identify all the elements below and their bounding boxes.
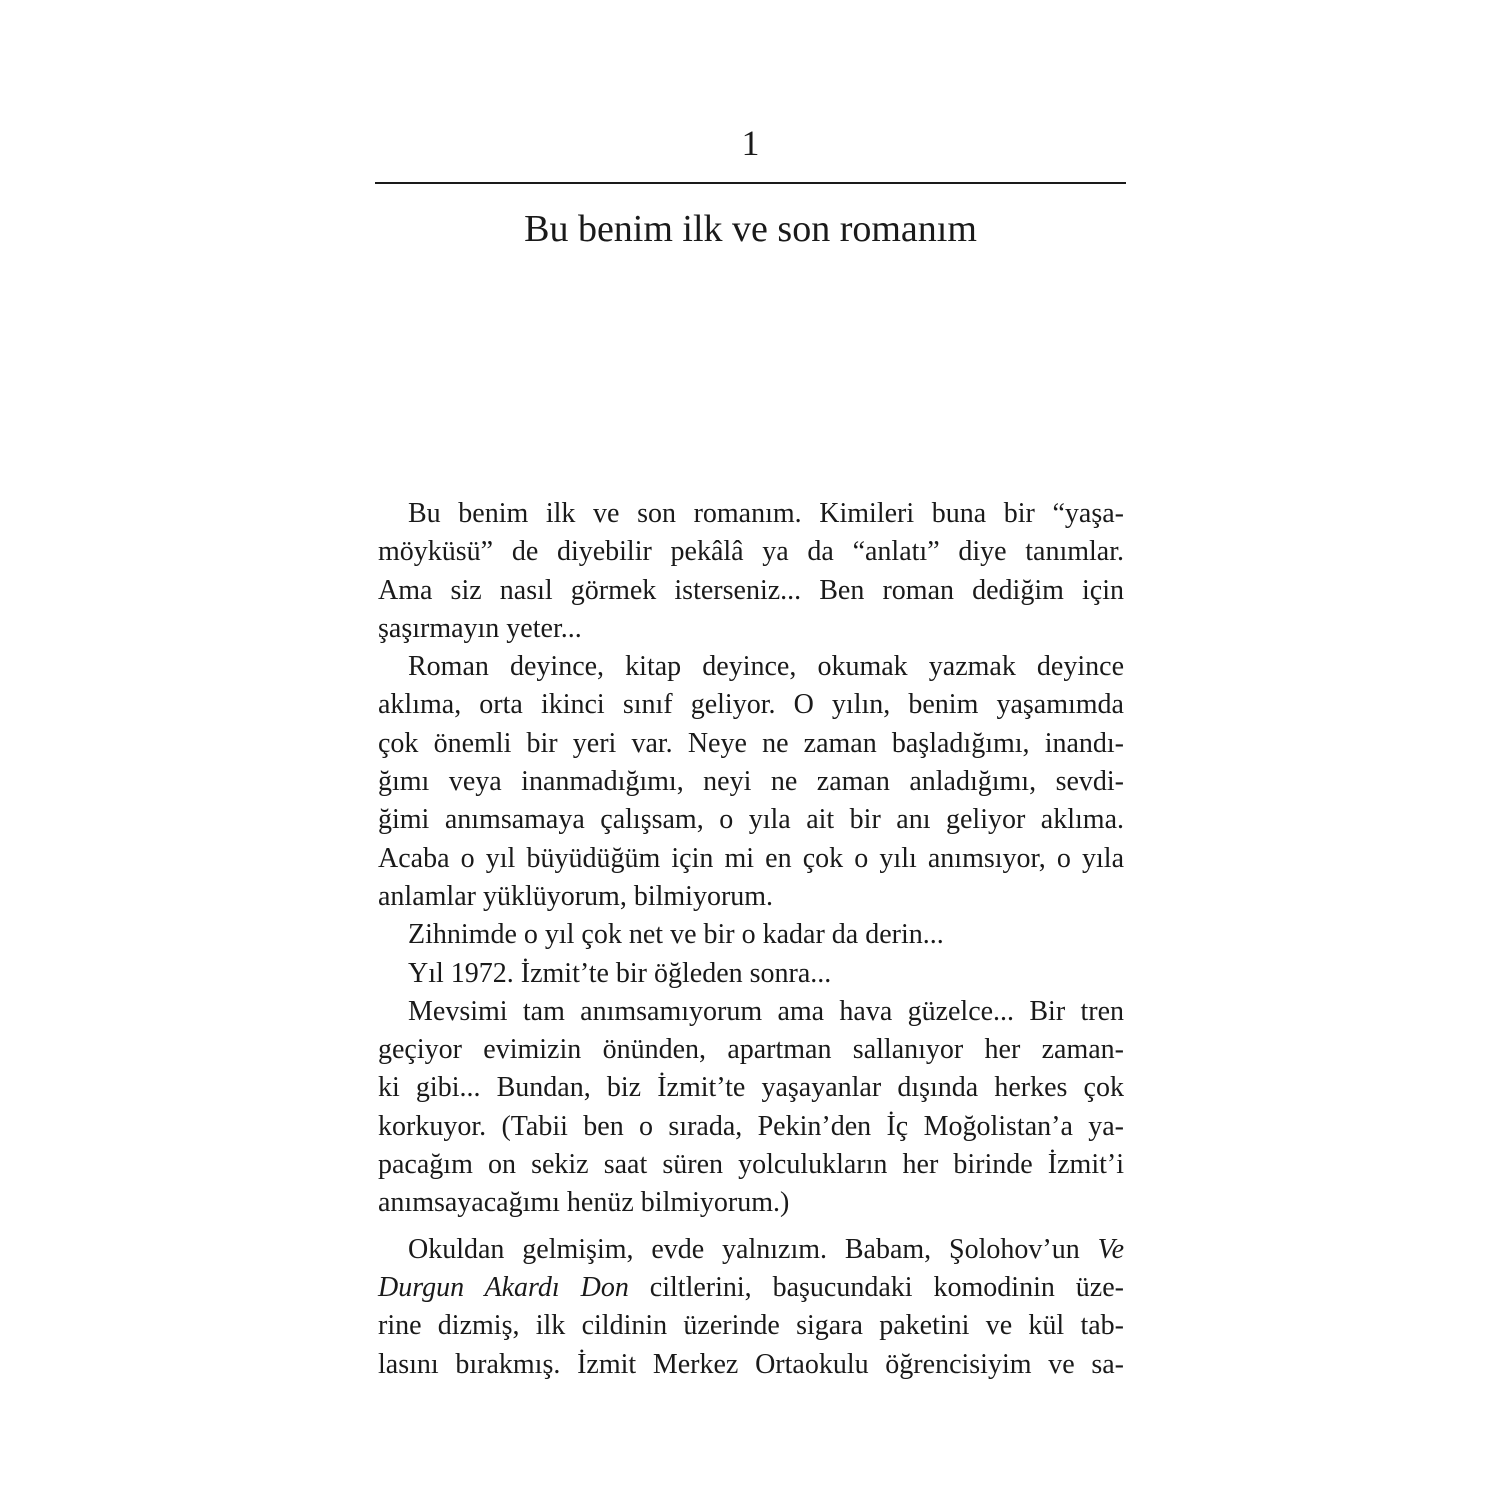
text-line: anlamlar yüklüyorum, bilmiyorum. bbox=[378, 880, 774, 912]
text-line: korkuyor. (Tabii ben o sırada, Pekin’den İç Moğolistan’a ya- bbox=[378, 1110, 1124, 1142]
text-line: ğimi anımsamaya çalışsam, o yıla ait bir anı geliyor aklıma. bbox=[378, 804, 1124, 836]
book-title-italic: Durgun Akardı Don bbox=[378, 1271, 629, 1303]
text-line: çok önemli bir yeri var. Neye ne zaman başladığımı, inandı- bbox=[378, 727, 1124, 759]
text-line: Zihnimde o yıl çok net ve bir o kadar da derin... bbox=[408, 919, 944, 951]
chapter-title: Bu benim ilk ve son romanım bbox=[524, 208, 977, 250]
text-line: lasını bırakmış. İzmit Merkez Ortaokulu öğrencisiyim ve sa- bbox=[378, 1348, 1124, 1380]
text-line: Bu benim ilk ve son romanım. Kimileri buna bir “yaşa- bbox=[408, 498, 1124, 529]
body-text bbox=[378, 495, 1124, 1384]
text-line: ki gibi... Bundan, biz İzmit’te yaşayanlar dışında herkes çok bbox=[378, 1072, 1124, 1104]
book-title-italic: Ve bbox=[1097, 1233, 1125, 1265]
text-segment: Okuldan gelmişim, evde yalnızım. Babam, Şolohov’un bbox=[408, 1233, 1080, 1265]
text-line bbox=[378, 1269, 1124, 1307]
text-line: rine dizmiş, ilk cildinin üzerinde sigara paketini ve kül tab- bbox=[378, 1310, 1124, 1342]
text-line: Yıl 1972. İzmit’te bir öğleden sonra... bbox=[408, 957, 832, 989]
text-line: geçiyor evimizin önünden, apartman sallanıyor her zaman- bbox=[378, 1034, 1124, 1066]
text-segment: ciltlerini, başucundaki komodinin üze- bbox=[628, 1271, 1124, 1303]
text-line: möyküsü” de diyebilir pekâlâ ya da “anlatı” diye tanımlar. bbox=[378, 536, 1124, 568]
text-line: Mevsimi tam anımsamıyorum ama hava güzelce... Bir tren bbox=[408, 995, 1124, 1027]
text-line: aklıma, orta ikinci sınıf geliyor. O yılın, benim yaşamımda bbox=[378, 689, 1124, 721]
text-line bbox=[378, 1231, 1124, 1269]
chapter-number: 1 bbox=[741, 123, 760, 163]
text-line: Acaba o yıl büyüdüğüm için mi en çok o yılı anımsıyor, o yıla bbox=[378, 842, 1124, 874]
text-line: anımsayacağımı henüz bilmiyorum.) bbox=[378, 1187, 790, 1219]
text-line: Ama siz nasıl görmek isterseniz... Ben roman dediğim için bbox=[378, 574, 1124, 606]
text-line: şaşırmayın yeter... bbox=[378, 612, 582, 644]
text-line: ğımı veya inanmadığımı, neyi ne zaman anladığımı, sevdi- bbox=[378, 766, 1124, 798]
text-line: pacağım on sekiz saat süren yolculukların her birinde İzmit’i bbox=[378, 1149, 1124, 1181]
text-line: Roman deyince, kitap deyince, okumak yazmak deyince bbox=[408, 651, 1124, 683]
chapter-divider bbox=[375, 182, 1126, 184]
